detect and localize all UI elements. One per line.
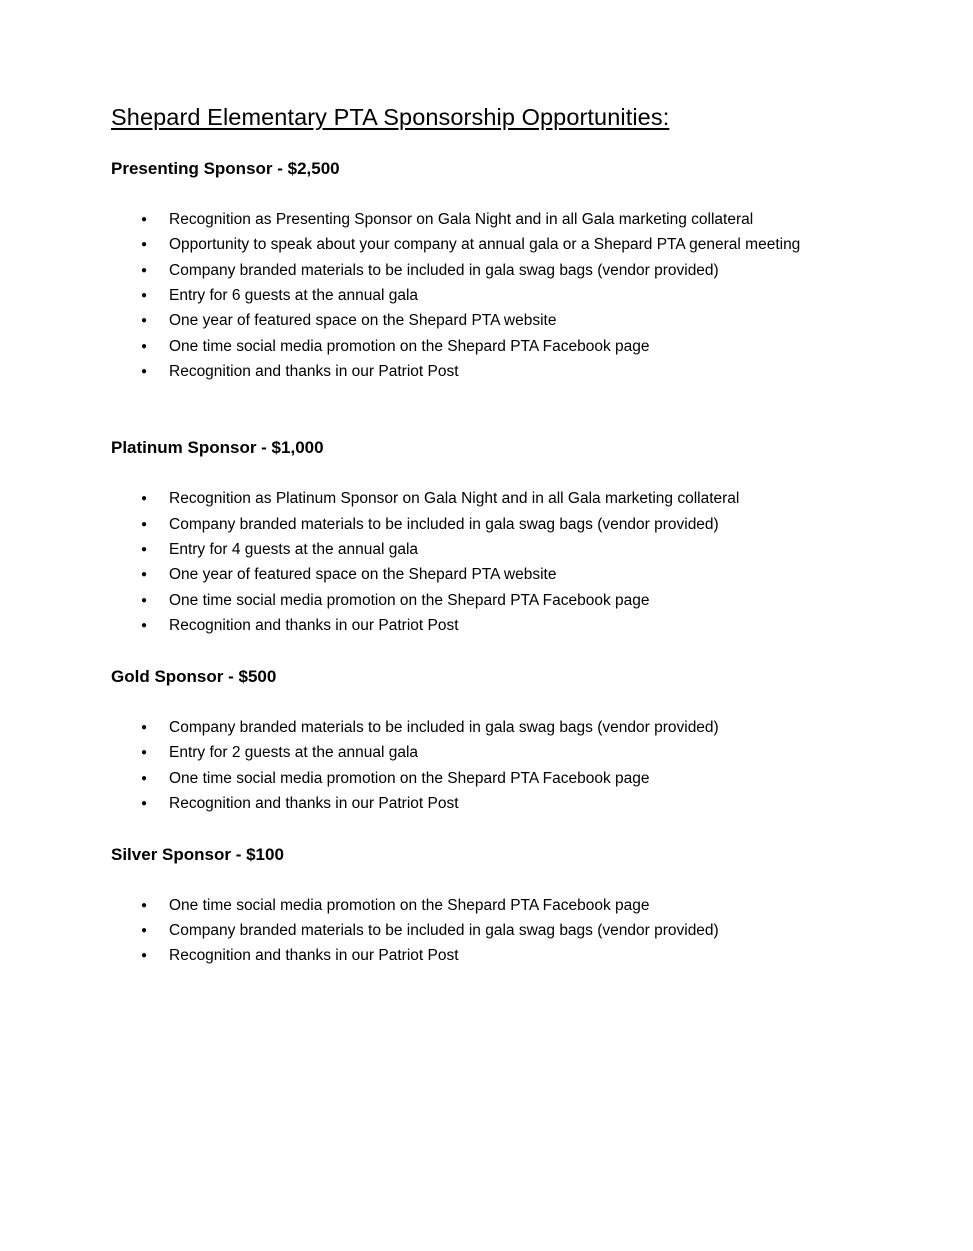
bullet-list [111,486,860,638]
list-item: ● One year of featured space on the Shepard PTA website [169,562,860,587]
section-heading: Presenting Sponsor - $2,500 [111,159,340,178]
list-item: ● Opportunity to speak about your company at annual gala or a Shepard PTA general meeting [169,232,860,257]
list-item: ● Recognition as Platinum Sponsor on Gala Night and in all Gala marketing collateral [169,486,860,511]
list-item: ● Entry for 2 guests at the annual gala [169,740,860,765]
document-title: Shepard Elementary PTA Sponsorship Opportunities: [111,104,670,130]
list-item: ● Recognition and thanks in our Patriot Post [169,943,860,968]
list-item: ● Entry for 4 guests at the annual gala [169,537,860,562]
bullet-list [111,207,860,385]
list-item: ● Entry for 6 guests at the annual gala [169,283,860,308]
list-item: ● One time social media promotion on the Shepard PTA Facebook page [169,334,860,359]
section-presenting-sponsor [111,156,869,385]
list-item: ● Recognition and thanks in our Patriot Post [169,791,860,816]
list-item: ● One time social media promotion on the Shepard PTA Facebook page [169,588,860,613]
list-item: ● Company branded materials to be included in gala swag bags (vendor provided) [169,258,860,283]
bullet-list [111,715,860,817]
section-heading: Platinum Sponsor - $1,000 [111,438,324,458]
section-platinum-sponsor [111,435,869,638]
list-item: ● Recognition and thanks in our Patriot Post [169,613,860,638]
section-heading: Gold Sponsor - $500 [111,667,277,687]
list-item: ● Company branded materials to be included in gala swag bags (vendor provided) [169,918,860,943]
section-gold-sponsor [111,664,869,816]
list-item: ● One time social media promotion on the Shepard PTA Facebook page [169,893,860,918]
list-item: ● Recognition as Presenting Sponsor on Gala Night and in all Gala marketing collateral [169,207,860,232]
section-heading: Silver Sponsor - $100 [111,844,284,864]
bullet-list [111,893,860,969]
list-item: ● One time social media promotion on the Shepard PTA Facebook page [169,766,860,791]
list-item: ● One year of featured space on the Shepard PTA website [169,308,860,333]
section-silver-sponsor [111,842,869,969]
list-item: ● Recognition and thanks in our Patriot Post [169,359,860,384]
list-item: ● Company branded materials to be included in gala swag bags (vendor provided) [169,512,860,537]
list-item: ● Company branded materials to be included in gala swag bags (vendor provided) [169,715,860,740]
